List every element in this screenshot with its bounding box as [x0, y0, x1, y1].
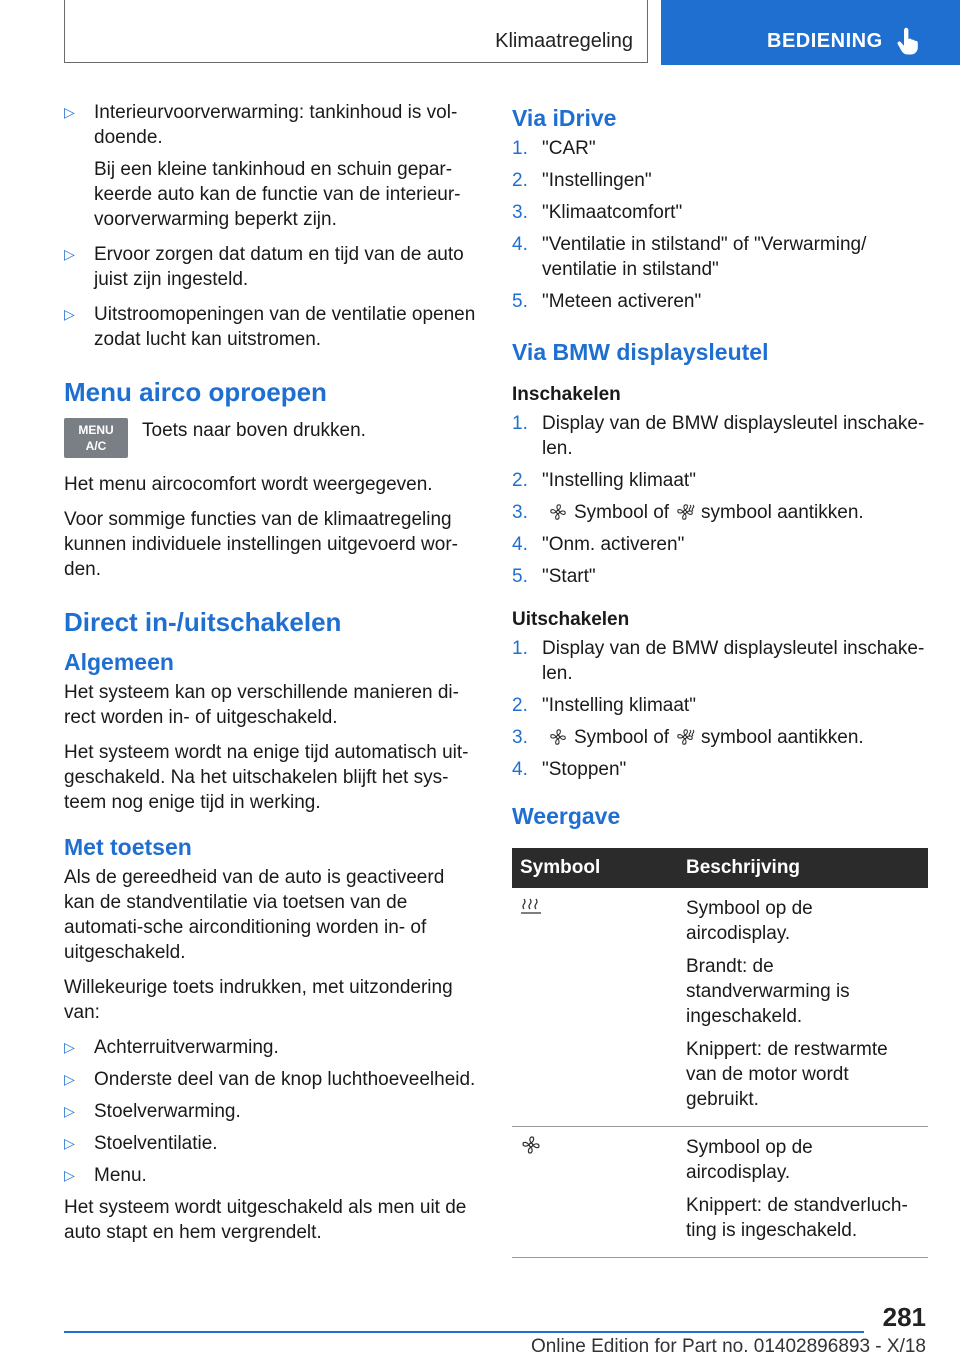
symbol-table — [512, 848, 928, 1258]
table-row: Symbool op de aircodisplay. Knippert: de standverluch-ting is ingeschakeld. — [512, 1127, 928, 1258]
heater-icon — [520, 896, 542, 916]
chapter-tab — [661, 0, 960, 65]
heading-via-displaysleutel: Via BMW displaysleutel — [512, 339, 769, 365]
menu-button-row: MENU A/C Toets naar boven drukken. — [64, 418, 480, 462]
heading-met-toetsen: Met toetsen — [64, 834, 192, 860]
list-item: 4. "Stoppen" — [512, 759, 627, 780]
heading-via-idrive: Via iDrive — [512, 105, 617, 131]
triangle-bullet-icon: ▷ — [64, 104, 75, 120]
fan-icon — [548, 503, 568, 521]
paragraph: Het menu aircocomfort wordt weergegeven. — [64, 474, 433, 495]
triangle-bullet-icon: ▷ — [64, 306, 75, 322]
list-item: ▷ Menu. — [64, 1165, 147, 1186]
heading-weergave: Weergave — [512, 803, 621, 829]
paragraph: Het systeem wordt na enige tijd automatisch uit-geschakeld. Na het uitschakelen blijft het sys-teem nog enige tijd in werking. — [64, 742, 469, 813]
heading-menu-airco: Menu airco oproepen — [64, 377, 327, 407]
right-column — [512, 100, 928, 1258]
list-item: 1. Display van de BMW displaysleutel inschake-len. — [512, 638, 925, 684]
list-item: 2. "Instelling klimaat" — [512, 695, 696, 716]
list-item: ▷ Achterruitverwarming. — [64, 1037, 279, 1058]
table-header-symbool: Symbool — [512, 848, 678, 888]
chapter-title: BEDIENING — [767, 30, 883, 52]
fan-icon — [520, 1135, 542, 1155]
paragraph: Willekeurige toets indrukken, met uitzondering van: — [64, 977, 453, 1023]
table-header-beschrijving: Beschrijving — [678, 848, 928, 888]
list-item: 4. "Ventilatie in stilstand" of "Verwarming/ ventilatie in stilstand" — [512, 234, 867, 280]
list-item: ▷ Onderste deel van de knop luchthoeveelheid. — [64, 1069, 476, 1090]
heading-algemeen: Algemeen — [64, 649, 174, 675]
triangle-bullet-icon: ▷ — [64, 1071, 75, 1087]
list-item: 5. "Start" — [512, 566, 596, 587]
hand-pointer-icon — [895, 26, 921, 56]
list-item: 1. "CAR" — [512, 138, 596, 159]
heading-uitschakelen: Uitschakelen — [512, 609, 630, 630]
paragraph: Voor sommige functies van de klimaatregeling kunnen individuele instellingen uitgevoerd wor-den. — [64, 509, 458, 580]
left-column — [64, 100, 480, 1255]
fan-icon — [548, 728, 568, 746]
list-item: 3. Symbool of symbool aantikken. — [512, 502, 864, 523]
list-item: 3. "Klimaatcomfort" — [512, 202, 683, 223]
list-item: ▷ Ervoor zorgen dat datum en tijd van de auto juist zijn ingesteld. — [64, 244, 464, 290]
footer-divider — [64, 1331, 864, 1333]
triangle-bullet-icon: ▷ — [64, 1039, 75, 1055]
list-item: 3. Symbool of symbool aantikken. — [512, 727, 864, 748]
paragraph: Als de gereedheid van de auto is geactiveerd kan de standventilatie via toetsen van de automati-sche airconditioning worden in- of uitgeschakeld. — [64, 867, 445, 963]
page-number: 281 — [882, 1302, 926, 1332]
list-item: ▷ Uitstroomopeningen van de ventilatie openen zodat lucht kan uitstromen. — [64, 304, 476, 350]
triangle-bullet-icon: ▷ — [64, 1135, 75, 1151]
footer-edition: Online Edition for Part no. 01402896893 - X/18 — [530, 1336, 926, 1357]
list-item: 2. "Instellingen" — [512, 170, 652, 191]
section-title: Klimaatregeling — [495, 30, 633, 52]
heading-inschakelen: Inschakelen — [512, 384, 621, 405]
triangle-bullet-icon: ▷ — [64, 246, 75, 262]
triangle-bullet-icon: ▷ — [64, 1103, 75, 1119]
list-item: 5. "Meteen activeren" — [512, 291, 702, 312]
triangle-bullet-icon: ▷ — [64, 1167, 75, 1183]
fan-heat-icon — [675, 503, 695, 521]
list-item: ▷ Interieurvoorverwarming: tankinhoud is vol-doende. Bij een kleine tankinhoud en schuin gepar-keerde auto kan de functie van de interieur-voorverwarming beperkt zijn. — [64, 102, 461, 230]
menu-ac-button: MENU A/C — [64, 418, 128, 458]
paragraph: Het systeem kan op verschillende manieren di-rect worden in- of uitgeschakeld. — [64, 682, 459, 728]
list-item: ▷ Stoelventilatie. — [64, 1133, 218, 1154]
paragraph: Het systeem wordt uitgeschakeld als men uit de auto stapt en hem vergrendelt. — [64, 1197, 467, 1243]
list-item: 1. Display van de BMW displaysleutel inschake-len. — [512, 413, 925, 459]
list-item: 2. "Instelling klimaat" — [512, 470, 696, 491]
list-item: 4. "Onm. activeren" — [512, 534, 685, 555]
fan-heat-icon — [675, 728, 695, 746]
heading-direct: Direct in-/uitschakelen — [64, 607, 342, 637]
table-row: Symbool op de aircodisplay. Brandt: de standverwarming is ingeschakeld. Knippert: de restwarmte van de motor wordt gebruikt. — [512, 888, 928, 1127]
running-header — [64, 0, 648, 63]
list-item: ▷ Stoelverwarming. — [64, 1101, 241, 1122]
